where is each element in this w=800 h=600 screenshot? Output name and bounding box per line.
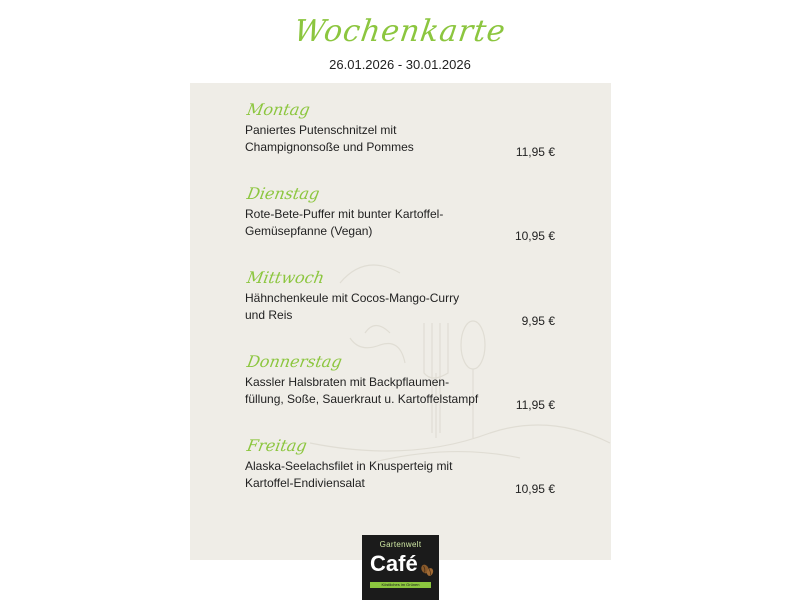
price: 11,95 €	[515, 145, 555, 159]
day-name: Dienstag	[245, 184, 322, 203]
logo-main-text: Café	[370, 551, 418, 576]
date-range: 26.01.2026 - 30.01.2026	[329, 57, 471, 72]
day-name: Freitag	[245, 436, 309, 455]
dish-description-line: Rote-Bete-Puffer mit bunter Kartoffel-	[245, 207, 444, 221]
dish-description-line: Alaska-Seelachsfilet in Knusperteig mit	[245, 459, 453, 473]
dish-description-line: Champignonsoße und Pommes	[245, 140, 414, 154]
dish-description-line: Kassler Halsbraten mit Backpflaumen-	[245, 375, 450, 389]
price: 9,95 €	[521, 314, 555, 328]
coffee-beans-icon	[420, 563, 434, 577]
price: 10,95 €	[514, 229, 555, 243]
logo-sub-text: Köstliches im Grünen	[381, 582, 420, 587]
price: 11,95 €	[515, 398, 555, 412]
price: 10,95 €	[514, 482, 555, 496]
day-name: Donnerstag	[245, 352, 344, 371]
day-name: Mittwoch	[245, 268, 326, 287]
dish-description-line: Kartoffel-Endiviensalat	[245, 476, 365, 490]
day-name: Montag	[245, 100, 312, 119]
dish-description-line: Hähnchenkeule mit Cocos-Mango-Curry	[245, 291, 460, 305]
dish-description-line: und Reis	[245, 308, 293, 322]
dish-description-line: Paniertes Putenschnitzel mit	[245, 123, 397, 137]
menu-title: Wochenkarte	[291, 14, 509, 49]
dish-description-line: füllung, Soße, Sauerkraut u. Kartoffelstampf	[245, 392, 479, 406]
cafe-logo	[362, 535, 439, 600]
menu-card	[190, 83, 611, 560]
logo-top-text: Gartenwelt	[379, 540, 422, 549]
dish-description-line: Gemüsepfanne (Vegan)	[245, 224, 373, 238]
